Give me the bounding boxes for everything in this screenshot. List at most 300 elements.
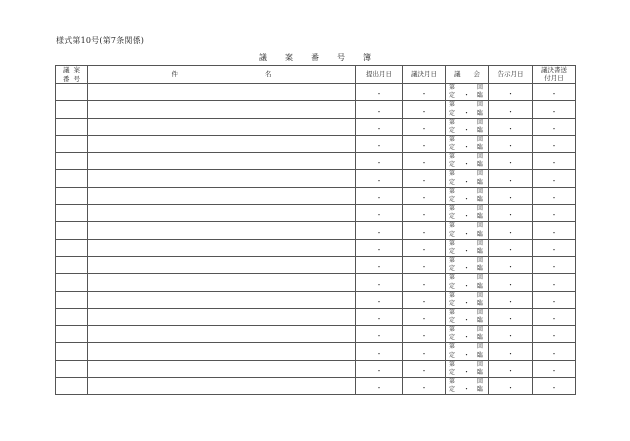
date-mark: ・ xyxy=(507,90,514,99)
date-mark: ・ xyxy=(420,228,428,237)
date-mark: ・ xyxy=(463,229,470,238)
table-row xyxy=(56,343,576,360)
session-rin: 臨 xyxy=(476,334,483,342)
date-mark: ・ xyxy=(463,316,470,325)
date-mark: ・ xyxy=(463,160,470,169)
session-tei: 定 xyxy=(449,317,456,325)
cell-resolution-date[interactable] xyxy=(403,84,446,101)
table-row xyxy=(56,326,576,343)
title-char: 号 xyxy=(337,53,345,62)
date-mark: ・ xyxy=(550,315,558,324)
date-mark: ・ xyxy=(507,159,514,168)
cell-subject[interactable] xyxy=(88,378,356,395)
bill-register-table xyxy=(55,65,576,395)
title-char: 簿 xyxy=(363,53,371,62)
cell-resolution-date[interactable] xyxy=(403,256,446,273)
col-char: 会 xyxy=(473,70,480,79)
session-dai: 第 xyxy=(449,118,456,126)
date-mark: ・ xyxy=(375,315,383,324)
cell-resolution-date[interactable] xyxy=(403,222,446,239)
cell-bill-number[interactable] xyxy=(56,378,88,395)
cell-sent-date[interactable] xyxy=(533,222,576,239)
date-mark: ・ xyxy=(550,297,558,306)
cell-submit-date[interactable] xyxy=(356,84,403,101)
date-mark: ・ xyxy=(420,142,428,151)
table-row xyxy=(56,308,576,325)
session-rin: 臨 xyxy=(476,92,483,100)
cell-subject[interactable] xyxy=(88,256,356,273)
cell-resolution-date[interactable] xyxy=(403,343,446,360)
cell-sent-date[interactable] xyxy=(533,291,576,308)
session-rin: 臨 xyxy=(476,299,483,307)
session-rin: 臨 xyxy=(476,178,483,186)
date-mark: ・ xyxy=(507,245,514,254)
date-mark: ・ xyxy=(507,176,514,185)
date-mark: ・ xyxy=(550,211,558,220)
cell-subject[interactable] xyxy=(88,326,356,343)
session-tei: 定 xyxy=(449,196,456,204)
cell-session[interactable] xyxy=(446,378,489,395)
session-dai: 第 xyxy=(449,326,456,334)
session-tei: 定 xyxy=(449,144,456,152)
cell-sent-date[interactable] xyxy=(533,308,576,325)
date-mark: ・ xyxy=(375,349,383,358)
cell-bill-number[interactable] xyxy=(56,222,88,239)
cell-submit-date[interactable] xyxy=(356,291,403,308)
cell-notice-date[interactable] xyxy=(489,291,533,308)
date-mark: ・ xyxy=(420,90,428,99)
date-mark: ・ xyxy=(550,142,558,151)
date-mark: ・ xyxy=(420,315,428,324)
cell-bill-number[interactable] xyxy=(56,308,88,325)
date-mark: ・ xyxy=(420,367,428,376)
session-kai: 回 xyxy=(476,153,483,161)
session-rin: 臨 xyxy=(476,161,483,169)
session-rin: 臨 xyxy=(476,230,483,238)
cell-subject[interactable] xyxy=(88,274,356,291)
cell-session[interactable] xyxy=(446,118,489,135)
date-mark: ・ xyxy=(463,212,470,221)
cell-bill-number[interactable] xyxy=(56,84,88,101)
session-rin: 臨 xyxy=(476,196,483,204)
cell-submit-date[interactable] xyxy=(356,170,403,187)
session-tei: 定 xyxy=(449,334,456,342)
cell-resolution-date[interactable] xyxy=(403,291,446,308)
cell-notice-date[interactable] xyxy=(489,205,533,222)
date-mark: ・ xyxy=(463,125,470,134)
col-char: 議 xyxy=(63,66,70,74)
cell-session[interactable] xyxy=(446,343,489,360)
cell-bill-number[interactable] xyxy=(56,101,88,118)
cell-submit-date[interactable] xyxy=(356,239,403,256)
session-kai: 回 xyxy=(476,274,483,282)
session-kai: 回 xyxy=(476,187,483,195)
cell-sent-date[interactable] xyxy=(533,326,576,343)
cell-bill-number[interactable] xyxy=(56,118,88,135)
cell-bill-number[interactable] xyxy=(56,135,88,152)
session-kai: 回 xyxy=(476,222,483,230)
cell-resolution-date[interactable] xyxy=(403,118,446,135)
session-rin: 臨 xyxy=(476,247,483,255)
date-mark: ・ xyxy=(507,367,514,376)
cell-bill-number[interactable] xyxy=(56,291,88,308)
col-session xyxy=(446,66,489,84)
session-dai: 第 xyxy=(449,274,456,282)
date-mark: ・ xyxy=(550,194,558,203)
cell-resolution-date[interactable] xyxy=(403,326,446,343)
cell-submit-date[interactable] xyxy=(356,153,403,170)
page-title xyxy=(0,52,630,63)
cell-subject[interactable] xyxy=(88,153,356,170)
cell-submit-date[interactable] xyxy=(356,205,403,222)
cell-sent-date[interactable] xyxy=(533,274,576,291)
session-tei: 定 xyxy=(449,161,456,169)
table-body xyxy=(56,84,576,395)
cell-resolution-date[interactable] xyxy=(403,274,446,291)
date-mark: ・ xyxy=(507,194,514,203)
cell-subject[interactable] xyxy=(88,343,356,360)
date-mark: ・ xyxy=(420,176,428,185)
session-tei: 定 xyxy=(449,213,456,221)
date-mark: ・ xyxy=(550,124,558,133)
cell-submit-date[interactable] xyxy=(356,118,403,135)
cell-notice-date[interactable] xyxy=(489,308,533,325)
session-tei: 定 xyxy=(449,299,456,307)
cell-sent-date[interactable] xyxy=(533,118,576,135)
session-dai: 第 xyxy=(449,84,456,91)
cell-subject[interactable] xyxy=(88,101,356,118)
cell-session[interactable] xyxy=(446,360,489,377)
col-submit-date: 提出月日 xyxy=(356,66,403,84)
cell-bill-number[interactable] xyxy=(56,205,88,222)
cell-submit-date[interactable] xyxy=(356,187,403,204)
col-char: 名 xyxy=(265,70,272,79)
cell-sent-date[interactable] xyxy=(533,187,576,204)
col-char: 番 xyxy=(63,74,70,83)
session-tei: 定 xyxy=(449,178,456,186)
date-mark: ・ xyxy=(550,384,558,393)
session-tei: 定 xyxy=(449,282,456,290)
cell-sent-date[interactable] xyxy=(533,378,576,395)
table-row xyxy=(56,205,576,222)
date-mark: ・ xyxy=(375,107,383,116)
session-dai: 第 xyxy=(449,135,456,143)
cell-subject[interactable] xyxy=(88,222,356,239)
session-dai: 第 xyxy=(449,360,456,368)
col-char: 議 xyxy=(454,70,461,79)
session-dai: 第 xyxy=(449,291,456,299)
date-mark: ・ xyxy=(550,159,558,168)
cell-bill-number[interactable] xyxy=(56,170,88,187)
session-dai: 第 xyxy=(449,153,456,161)
date-mark: ・ xyxy=(463,108,470,117)
cell-session[interactable] xyxy=(446,326,489,343)
cell-sent-date[interactable] xyxy=(533,360,576,377)
col-char: 件 xyxy=(171,70,178,79)
title-char: 番 xyxy=(311,53,319,62)
date-mark: ・ xyxy=(507,107,514,116)
session-kai: 回 xyxy=(476,291,483,299)
cell-subject[interactable] xyxy=(88,170,356,187)
session-kai: 回 xyxy=(476,378,483,386)
table-row xyxy=(56,291,576,308)
cell-notice-date[interactable] xyxy=(489,222,533,239)
date-mark: ・ xyxy=(507,349,514,358)
table-row xyxy=(56,170,576,187)
session-kai: 回 xyxy=(476,343,483,351)
cell-bill-number[interactable] xyxy=(56,187,88,204)
date-mark: ・ xyxy=(463,246,470,255)
cell-submit-date[interactable] xyxy=(356,222,403,239)
session-tei: 定 xyxy=(449,109,456,117)
date-mark: ・ xyxy=(420,263,428,272)
table-row xyxy=(56,118,576,135)
cell-resolution-date[interactable] xyxy=(403,239,446,256)
session-rin: 臨 xyxy=(476,369,483,377)
cell-session[interactable] xyxy=(446,135,489,152)
cell-session[interactable] xyxy=(446,170,489,187)
cell-sent-date[interactable] xyxy=(533,256,576,273)
title-char: 議 xyxy=(259,53,267,62)
session-tei: 定 xyxy=(449,386,456,394)
date-mark: ・ xyxy=(550,245,558,254)
cell-notice-date[interactable] xyxy=(489,239,533,256)
cell-submit-date[interactable] xyxy=(356,274,403,291)
session-kai: 回 xyxy=(476,256,483,264)
date-mark: ・ xyxy=(507,211,514,220)
date-mark: ・ xyxy=(420,211,428,220)
table-row xyxy=(56,153,576,170)
cell-notice-date[interactable] xyxy=(489,153,533,170)
cell-session[interactable] xyxy=(446,153,489,170)
date-mark: ・ xyxy=(375,124,383,133)
date-mark: ・ xyxy=(375,159,383,168)
session-kai: 回 xyxy=(476,101,483,109)
cell-bill-number[interactable] xyxy=(56,360,88,377)
date-mark: ・ xyxy=(507,384,514,393)
cell-notice-date[interactable] xyxy=(489,256,533,273)
date-mark: ・ xyxy=(463,281,470,290)
cell-notice-date[interactable] xyxy=(489,378,533,395)
cell-subject[interactable] xyxy=(88,308,356,325)
cell-resolution-date[interactable] xyxy=(403,135,446,152)
cell-notice-date[interactable] xyxy=(489,326,533,343)
cell-resolution-date[interactable] xyxy=(403,153,446,170)
date-mark: ・ xyxy=(375,297,383,306)
cell-sent-date[interactable] xyxy=(533,101,576,118)
session-tei: 定 xyxy=(449,369,456,377)
table-row xyxy=(56,135,576,152)
cell-submit-date[interactable] xyxy=(356,360,403,377)
session-dai: 第 xyxy=(449,239,456,247)
cell-submit-date[interactable] xyxy=(356,343,403,360)
session-kai: 回 xyxy=(476,118,483,126)
cell-submit-date[interactable] xyxy=(356,101,403,118)
session-dai: 第 xyxy=(449,378,456,386)
session-tei: 定 xyxy=(449,92,456,100)
date-mark: ・ xyxy=(463,385,470,394)
date-mark: ・ xyxy=(507,142,514,151)
cell-sent-date[interactable] xyxy=(533,239,576,256)
date-mark: ・ xyxy=(420,159,428,168)
cell-session[interactable] xyxy=(446,101,489,118)
cell-resolution-date[interactable] xyxy=(403,378,446,395)
date-mark: ・ xyxy=(420,124,428,133)
cell-resolution-date[interactable] xyxy=(403,101,446,118)
session-kai: 回 xyxy=(476,205,483,213)
table-row xyxy=(56,378,576,395)
cell-session[interactable] xyxy=(446,291,489,308)
session-dai: 第 xyxy=(449,222,456,230)
cell-session[interactable] xyxy=(446,205,489,222)
table-header-row xyxy=(56,66,576,84)
session-tei: 定 xyxy=(449,265,456,273)
date-mark: ・ xyxy=(463,143,470,152)
cell-notice-date[interactable] xyxy=(489,84,533,101)
date-mark: ・ xyxy=(375,332,383,341)
session-rin: 臨 xyxy=(476,351,483,359)
table-row xyxy=(56,101,576,118)
date-mark: ・ xyxy=(420,194,428,203)
date-mark: ・ xyxy=(507,263,514,272)
date-mark: ・ xyxy=(375,367,383,376)
cell-notice-date[interactable] xyxy=(489,170,533,187)
cell-subject[interactable] xyxy=(88,187,356,204)
cell-bill-number[interactable] xyxy=(56,326,88,343)
cell-subject[interactable] xyxy=(88,135,356,152)
cell-submit-date[interactable] xyxy=(356,378,403,395)
col-subject xyxy=(88,66,356,84)
table-row xyxy=(56,84,576,101)
date-mark: ・ xyxy=(375,90,383,99)
date-mark: ・ xyxy=(463,350,470,359)
session-kai: 回 xyxy=(476,84,483,91)
cell-notice-date[interactable] xyxy=(489,187,533,204)
cell-bill-number[interactable] xyxy=(56,153,88,170)
date-mark: ・ xyxy=(420,245,428,254)
cell-session[interactable] xyxy=(446,256,489,273)
date-mark: ・ xyxy=(420,297,428,306)
col-char: 号 xyxy=(73,74,80,83)
date-mark: ・ xyxy=(375,280,383,289)
form-label: 様式第10号(第7条関係) xyxy=(56,36,145,45)
session-dai: 第 xyxy=(449,101,456,109)
table-row xyxy=(56,239,576,256)
cell-notice-date[interactable] xyxy=(489,343,533,360)
date-mark: ・ xyxy=(463,177,470,186)
session-rin: 臨 xyxy=(476,282,483,290)
cell-sent-date[interactable] xyxy=(533,205,576,222)
cell-submit-date[interactable] xyxy=(356,135,403,152)
col-sent-date xyxy=(533,66,576,84)
table-row xyxy=(56,274,576,291)
cell-resolution-date[interactable] xyxy=(403,205,446,222)
session-kai: 回 xyxy=(476,308,483,316)
date-mark: ・ xyxy=(550,367,558,376)
cell-subject[interactable] xyxy=(88,360,356,377)
session-tei: 定 xyxy=(449,126,456,134)
session-dai: 第 xyxy=(449,343,456,351)
date-mark: ・ xyxy=(550,280,558,289)
date-mark: ・ xyxy=(463,368,470,377)
date-mark: ・ xyxy=(550,349,558,358)
session-rin: 臨 xyxy=(476,109,483,117)
date-mark: ・ xyxy=(550,332,558,341)
session-kai: 回 xyxy=(476,360,483,368)
session-dai: 第 xyxy=(449,205,456,213)
cell-submit-date[interactable] xyxy=(356,308,403,325)
cell-session[interactable] xyxy=(446,274,489,291)
cell-session[interactable] xyxy=(446,222,489,239)
cell-session[interactable] xyxy=(446,187,489,204)
cell-bill-number[interactable] xyxy=(56,239,88,256)
cell-sent-date[interactable] xyxy=(533,84,576,101)
cell-notice-date[interactable] xyxy=(489,274,533,291)
date-mark: ・ xyxy=(375,142,383,151)
cell-bill-number[interactable] xyxy=(56,274,88,291)
col-notice-date: 告示月日 xyxy=(489,66,533,84)
table-row xyxy=(56,360,576,377)
session-tei: 定 xyxy=(449,230,456,238)
cell-subject[interactable] xyxy=(88,239,356,256)
session-rin: 臨 xyxy=(476,317,483,325)
session-tei: 定 xyxy=(449,247,456,255)
date-mark: ・ xyxy=(550,107,558,116)
date-mark: ・ xyxy=(550,263,558,272)
date-mark: ・ xyxy=(375,263,383,272)
cell-resolution-date[interactable] xyxy=(403,308,446,325)
cell-notice-date[interactable] xyxy=(489,118,533,135)
cell-resolution-date[interactable] xyxy=(403,360,446,377)
cell-session[interactable] xyxy=(446,239,489,256)
date-mark: ・ xyxy=(463,264,470,273)
cell-notice-date[interactable] xyxy=(489,135,533,152)
cell-submit-date[interactable] xyxy=(356,256,403,273)
cell-sent-date[interactable] xyxy=(533,170,576,187)
table-row xyxy=(56,187,576,204)
session-dai: 第 xyxy=(449,308,456,316)
cell-subject[interactable] xyxy=(88,84,356,101)
cell-notice-date[interactable] xyxy=(489,101,533,118)
date-mark: ・ xyxy=(463,195,470,204)
cell-bill-number[interactable] xyxy=(56,256,88,273)
col-sent-line1: 議決書送 xyxy=(541,66,567,75)
date-mark: ・ xyxy=(507,124,514,133)
date-mark: ・ xyxy=(507,315,514,324)
cell-subject[interactable] xyxy=(88,291,356,308)
cell-subject[interactable] xyxy=(88,118,356,135)
session-dai: 第 xyxy=(449,170,456,178)
title-char: 案 xyxy=(285,53,293,62)
cell-session[interactable] xyxy=(446,308,489,325)
cell-resolution-date[interactable] xyxy=(403,187,446,204)
date-mark: ・ xyxy=(507,332,514,341)
cell-sent-date[interactable] xyxy=(533,153,576,170)
cell-notice-date[interactable] xyxy=(489,360,533,377)
cell-resolution-date[interactable] xyxy=(403,170,446,187)
date-mark: ・ xyxy=(375,211,383,220)
cell-sent-date[interactable] xyxy=(533,135,576,152)
date-mark: ・ xyxy=(463,298,470,307)
cell-submit-date[interactable] xyxy=(356,326,403,343)
cell-bill-number[interactable] xyxy=(56,343,88,360)
date-mark: ・ xyxy=(420,384,428,393)
cell-subject[interactable] xyxy=(88,205,356,222)
cell-session[interactable] xyxy=(446,84,489,101)
cell-sent-date[interactable] xyxy=(533,343,576,360)
date-mark: ・ xyxy=(420,107,428,116)
session-kai: 回 xyxy=(476,170,483,178)
